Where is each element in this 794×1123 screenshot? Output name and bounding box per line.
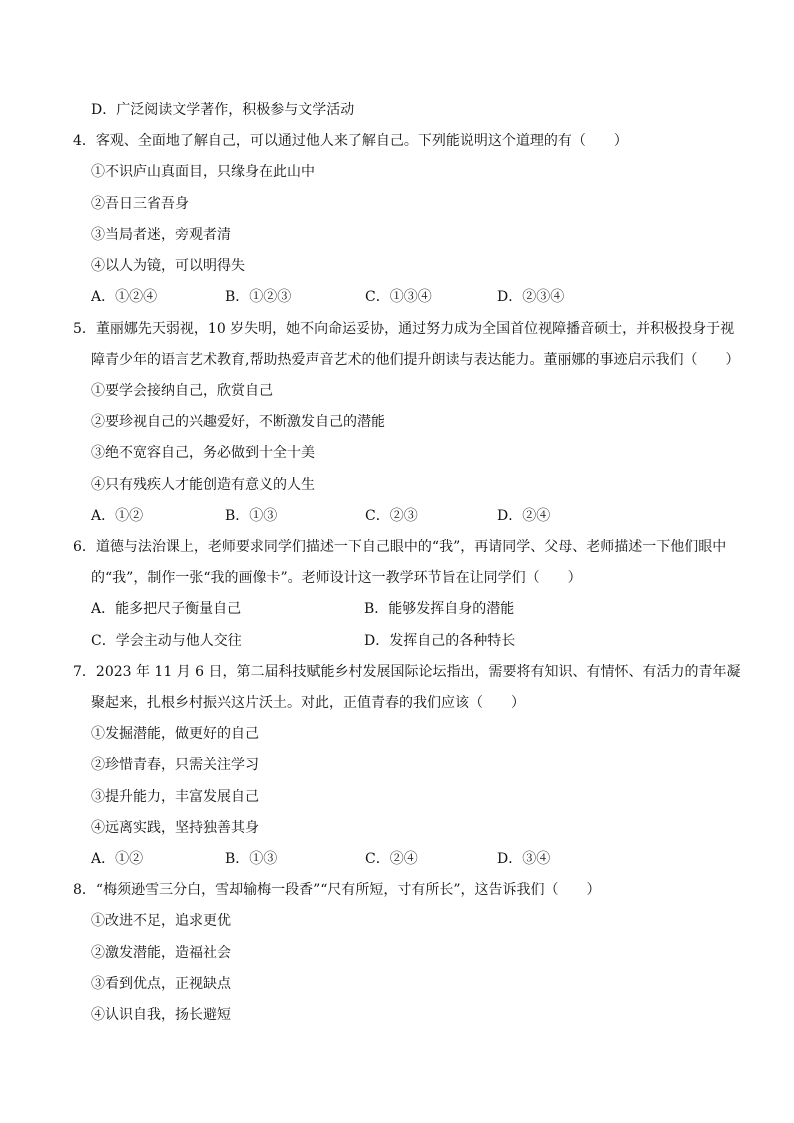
q7-item-2: ②珍惜青春，只需关注学习 (91, 757, 259, 773)
q8-stem: 8．“梅须逊雪三分白，雪却输梅一段香”“尺有所短，寸有所长”，这告诉我们（ ） (73, 882, 601, 898)
q6-stem-line-1: 6．道德与法治课上，老师要求同学们描述一下自己眼中的“我”，再请同学、父母、老师描述一下他们眼中 (73, 539, 727, 555)
q5-item-4: ④只有残疾人才能创造有意义的人生 (91, 477, 315, 493)
q4-stem: 4．客观、全面地了解自己，可以通过他人来了解自己。下列能说明这个道理的有（ ） (73, 133, 628, 149)
q6-choice-b: B．能够发挥自身的潜能 (364, 601, 515, 617)
q5-choice-d: D．②④ (497, 508, 551, 524)
q5-choice-a: A．①② (91, 508, 144, 524)
q4-choice-b: B．①②③ (225, 289, 292, 305)
q7-item-3: ③提升能力，丰富发展自己 (91, 789, 259, 805)
q6-choice-a: A．能多把尺子衡量自己 (91, 601, 242, 617)
q4-choices (91, 287, 651, 307)
q5-item-1: ①要学会接纳自己，欣赏自己 (91, 383, 273, 399)
q7-choice-a: A．①② (91, 851, 144, 867)
q4-item-2: ②吾日三省吾身 (91, 196, 189, 212)
q7-choice-c: C．②④ (365, 851, 418, 867)
q5-stem-line-2: 障青少年的语言艺术教育,帮助热爱声音艺术的他们提升朗读与表达能力。董丽娜的事迹启示我们（ ） (91, 352, 740, 368)
q8-item-4: ④认识自我，扬长避短 (91, 1007, 231, 1023)
q3-option-d: D．广泛阅读文学著作，积极参与文学活动 (91, 102, 355, 118)
q7-stem-line-2: 聚起来，扎根乡村振兴这片沃土。对此，正值青春的我们应该（ ） (91, 695, 525, 711)
q4-choice-c: C．①③④ (365, 289, 432, 305)
q5-choice-c: C．②③ (365, 508, 418, 524)
q7-stem-line-1: 7．2023 年 11 月 6 日，第二届科技赋能乡村发展国际论坛指出，需要将有知识、有情怀、有活力的青年凝 (73, 664, 741, 680)
q6-stem-line-2: 的“我”，制作一张“我的画像卡”。老师设计这一教学环节旨在让同学们（ ） (91, 570, 582, 586)
q5-item-2: ②要珍视自己的兴趣爱好，不断激发自己的潜能 (91, 414, 385, 430)
q5-choice-b: B．①③ (225, 508, 278, 524)
q4-item-1: ①不识庐山真面目，只缘身在此山中 (91, 164, 315, 180)
q6-choice-c: C．学会主动与他人交往 (91, 633, 242, 649)
q8-item-2: ②激发潜能，造福社会 (91, 945, 231, 961)
q8-item-1: ①改进不足，追求更优 (91, 913, 231, 929)
q4-choice-a: A．①②④ (91, 289, 158, 305)
q7-choices (91, 849, 651, 869)
q7-choice-b: B．①③ (225, 851, 278, 867)
q4-item-4: ④以人为镜，可以明得失 (91, 258, 245, 274)
q8-item-3: ③看到优点，正视缺点 (91, 976, 231, 992)
q4-item-3: ③当局者迷，旁观者清 (91, 227, 231, 243)
q6-choice-d: D．发挥自己的各种特长 (364, 633, 516, 649)
q5-item-3: ③绝不宽容自己，务必做到十全十美 (91, 445, 315, 461)
q7-choice-d: D．③④ (497, 851, 551, 867)
q7-item-4: ④远离实践，坚持独善其身 (91, 820, 259, 836)
q5-choices (91, 506, 651, 526)
q4-choice-d: D．②③④ (497, 289, 565, 305)
q7-item-1: ①发掘潜能，做更好的自己 (91, 726, 259, 742)
q5-stem-line-1: 5．董丽娜先天弱视，10 岁失明，她不向命运妥协，通过努力成为全国首位视障播音硕士，并积极投身于视 (73, 321, 735, 337)
